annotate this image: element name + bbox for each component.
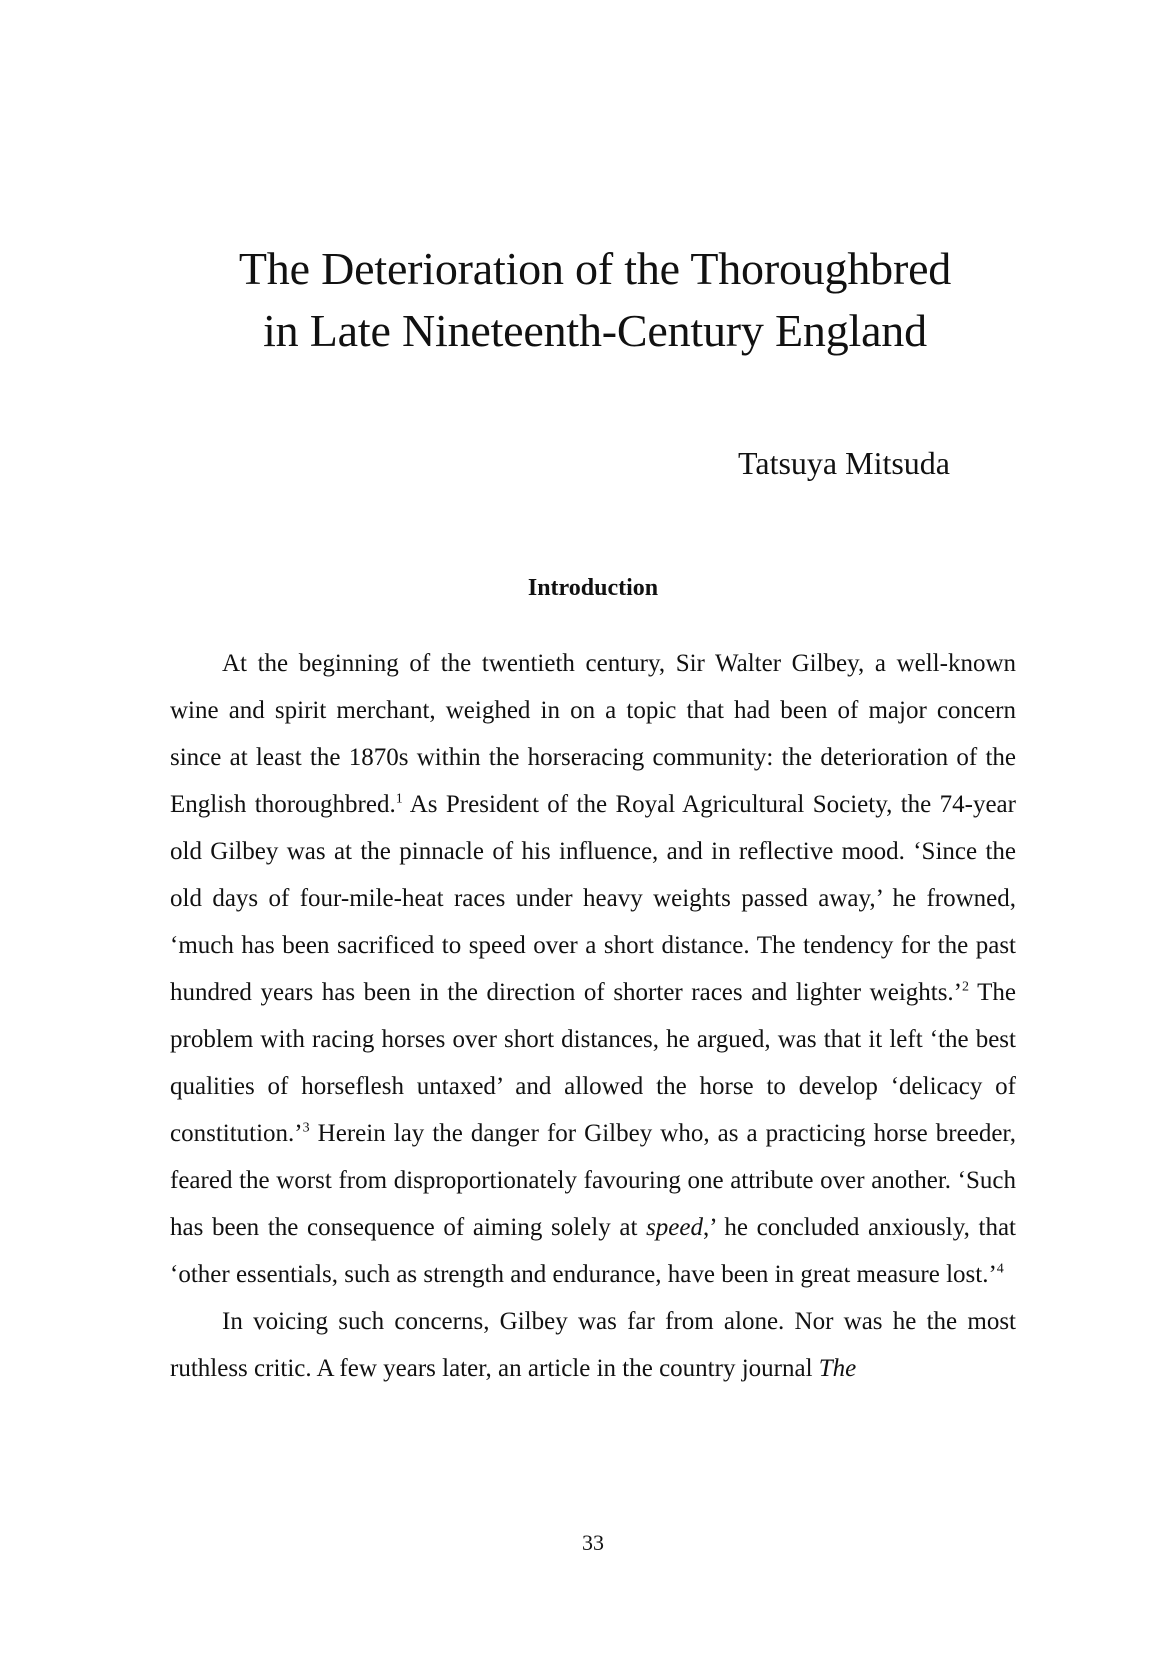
footnote-ref-2: 2 <box>962 979 970 995</box>
footnote-ref-1: 1 <box>395 791 403 807</box>
footnote-ref-3: 3 <box>302 1120 310 1136</box>
paragraph-2 <box>170 1298 1016 1392</box>
footnote-ref-4: 4 <box>996 1261 1004 1277</box>
paragraph-1-text-b: As President of the Royal Agricultural Society, the 74-year old Gilbey was at the pinnacle of his influence, and in reflective mood. ‘Since the old days of four-mile-heat races under heavy weights passed away,’ he frowned, ‘much has been sacrificed to speed over a short distance. The tendency for the past hundred years has been in the direction of shorter races and lighter weights.’ <box>170 791 1016 1006</box>
paragraph-2-text: In voicing such concerns, Gilbey was far from alone. Nor was he the most ruthless critic. A few years later, an article in the country journal <box>170 1308 1016 1382</box>
section-heading: Introduction <box>527 575 659 601</box>
author-name: Tatsuya Mitsuda <box>738 445 950 481</box>
paragraph-1 <box>170 640 1016 1298</box>
article-title <box>0 238 1166 362</box>
paragraph-1-text-e: ,’ he concluded anxiously, that ‘other essentials, such as strength and endurance, have been in great measure lost.’ <box>170 1214 1016 1288</box>
paragraph-1-text-a: At the beginning of the twentieth century, Sir Walter Gilbey, a well-known wine and spirit merchant, weighed in on a topic that had been of major concern since at least the 1870s within the horseracing community: the deterioration of the English thoroughbred. <box>170 650 1016 818</box>
emphasis-speed: speed <box>646 1214 703 1241</box>
journal-title-fragment: The <box>818 1355 857 1382</box>
title-line-2: in Late Nineteenth-Century England <box>263 305 927 356</box>
page-number: 33 <box>582 1530 604 1555</box>
title-line-1: The Deterioration of the Thoroughbred <box>238 243 952 294</box>
paragraph-1-text-c: The problem with racing horses over short distances, he argued, was that it left ‘the best qualities of horseflesh untaxed’ and allowed the horse to develop ‘delicacy of constitution.’ <box>170 979 1016 1147</box>
body-text <box>170 640 1016 1392</box>
paragraph-1-text-d: Herein lay the danger for Gilbey who, as a practicing horse breeder, feared the worst from disproportionately favouring one attribute over another. ‘Such has been the consequence of aiming solely at <box>170 1120 1016 1241</box>
